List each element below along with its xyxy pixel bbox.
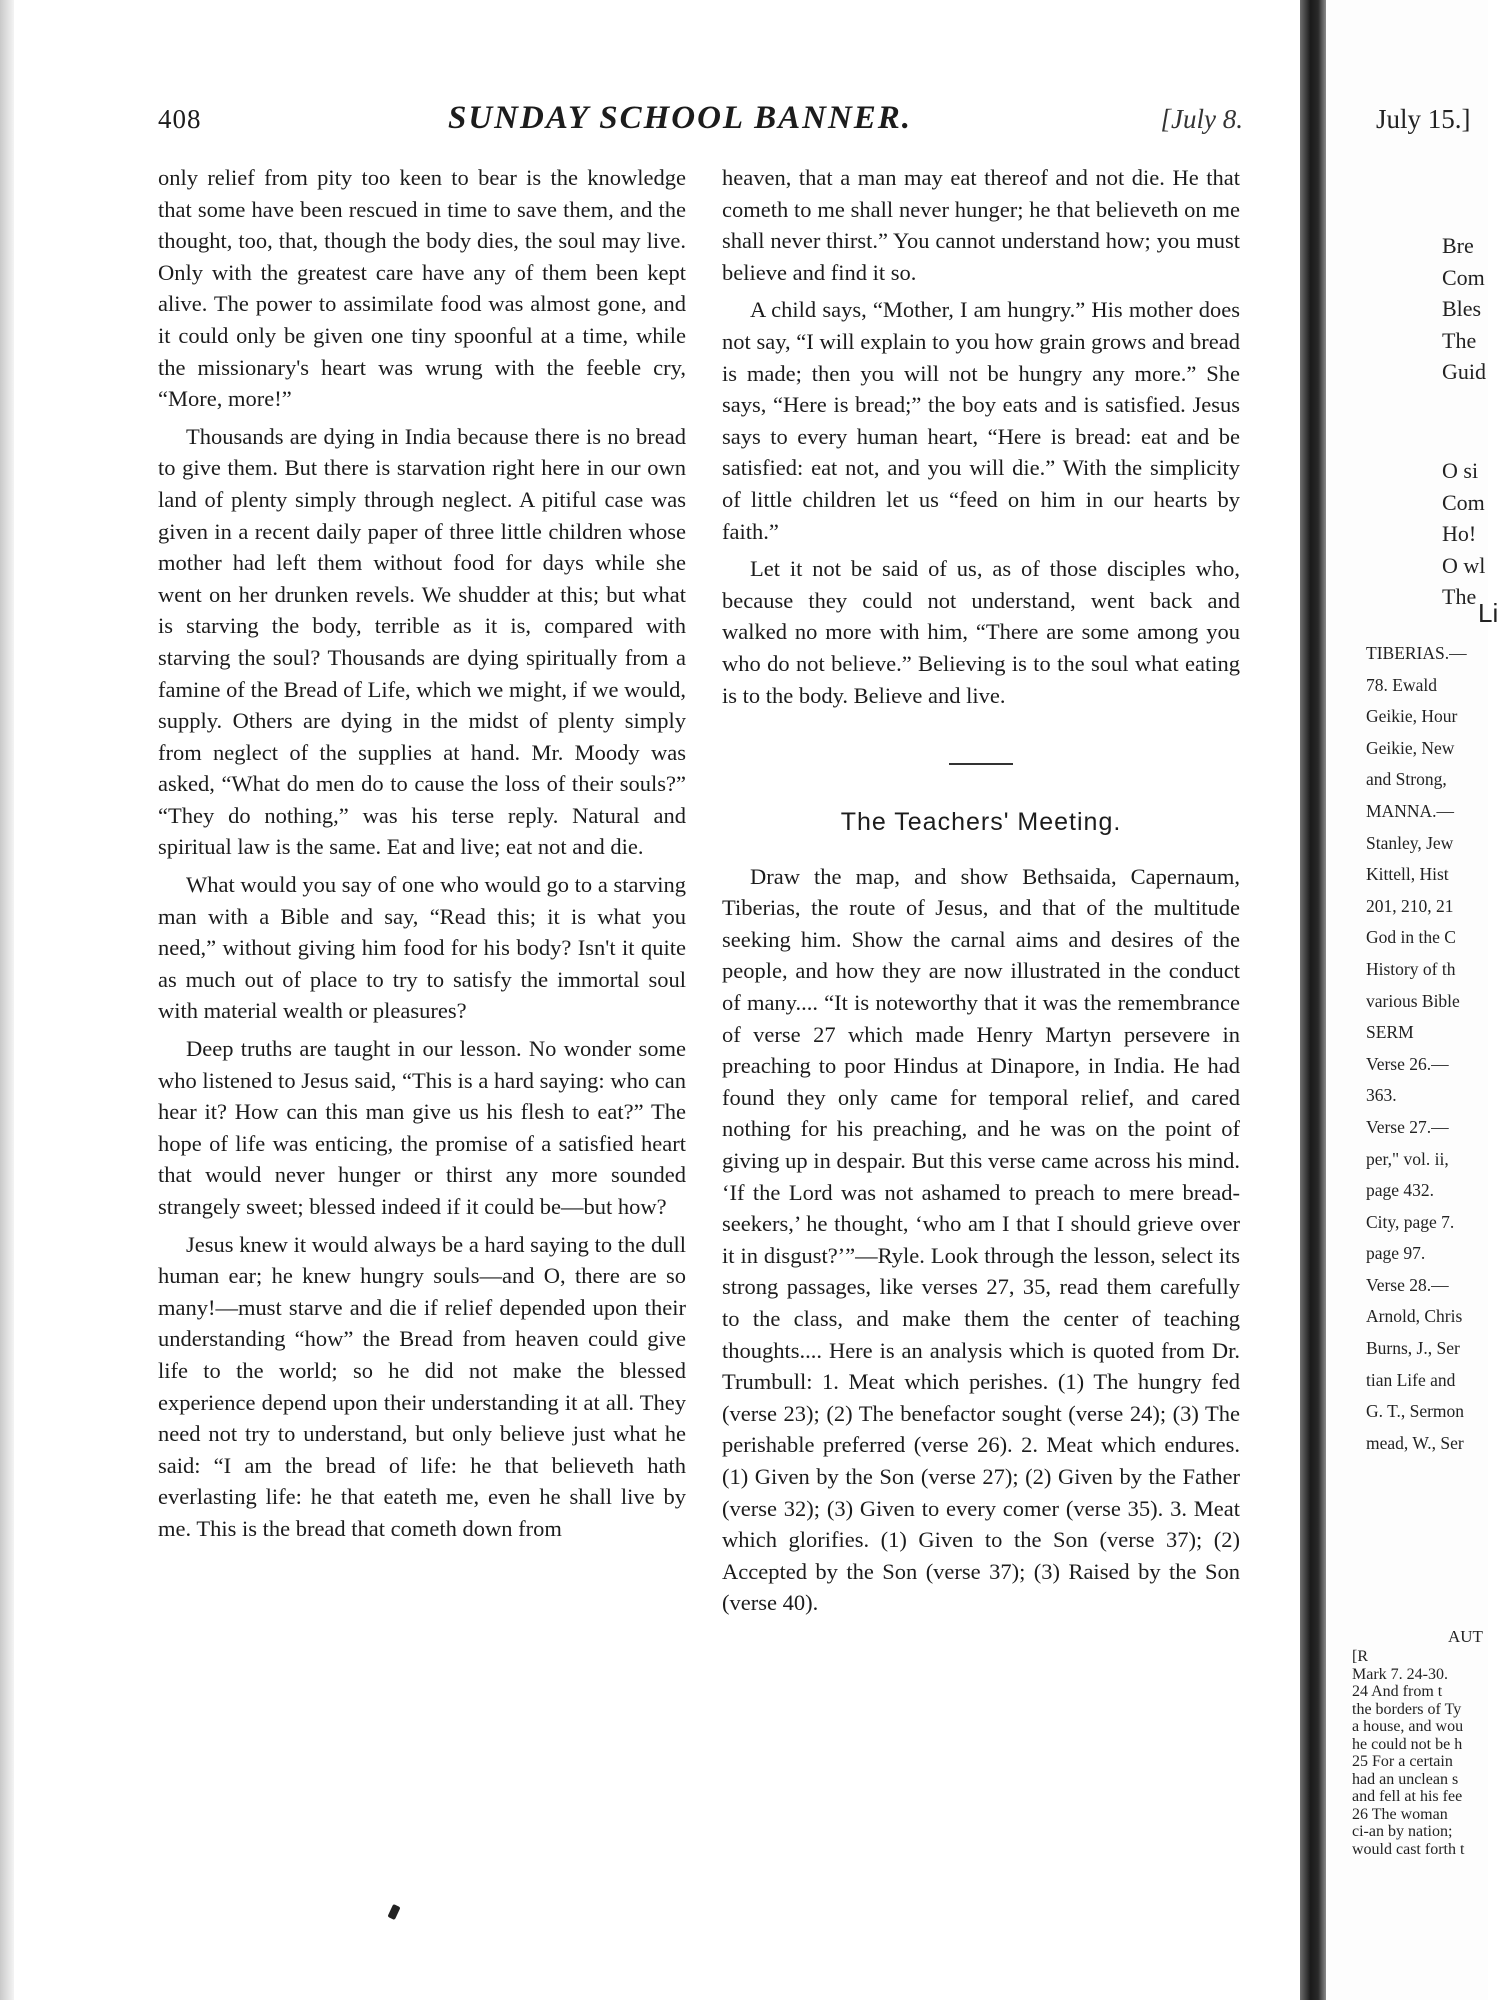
paragraph: What would you say of one who would go to a starving man with a Bible and say, “Read this; it is what you need,” without giving him food for his body? Isn't it quite as much out of place to try to satisfy the immortal soul with material wealth or pleasures? (158, 872, 686, 1024)
biblio-line: 363. (1366, 1085, 1397, 1106)
biblio-line: TIBERIAS.— (1366, 643, 1467, 663)
biblio-line: per," vol. ii, (1366, 1148, 1449, 1169)
biblio-line: Stanley, Jew (1366, 832, 1454, 853)
biblio-line: various Bible (1366, 990, 1460, 1011)
lesson-line: ci-an by nation; (1352, 1823, 1453, 1840)
biblio-line: page 432. (1366, 1180, 1435, 1201)
biblio-line: and Strong, (1366, 769, 1447, 790)
paragraph: Draw the map, and show Bethsaida, Capernaum, Tiberias, the route of Jesus, and that of the multitude seeking him. Show the carnal aims and desires of the people, and how they are now illustrated in the conduct of many.... “It is noteworthy that it was the remembrance of verse 27 which made Henry Martyn persevere in preaching to poor Hindus at Dinapore, in India. He had found they only came for temporal relief, and cared nothing for his preaching, and he was on the point of giving up in despair. But this verse came across his mind. ‘If the Lord was not ashamed to preach to mere bread-seekers,’ he thought, ‘who am I that I should grieve over it in disgust?’”—Ryle. Look through the lesson, select its strong passages, like verses 27, 35, read them carefully to the class, and make them the center of teaching thoughts.... Here is an analysis which is quoted from Dr. Trumbull: 1. Meat which perishes. (1) The hungry fed (verse 23); (2) The benefactor sought (verse 24); (3) The perishable preferred (verse 26). 2. Meat which endures. (1) Given by the Son (verse 27); (2) Given by the Father (verse 32); (3) Given to every comer (verse 35). 3. Meat which glorifies. (1) Given to the Son (verse 37); (2) Accepted by the Son (verse 37); (3) Raised by the Son (verse 40). (722, 863, 1240, 1616)
ink-mark (387, 1904, 400, 1920)
lesson-line: 24 And from t (1352, 1683, 1443, 1700)
hymn-line: The (1442, 327, 1477, 353)
lesson-fragment (1352, 1648, 1464, 1858)
bibliography-fragment (1366, 638, 1467, 1459)
book-gutter (1300, 0, 1326, 2000)
lesson-line: 25 For a certain (1352, 1753, 1453, 1770)
biblio-line: tian Life and (1366, 1369, 1456, 1390)
paragraph: Deep truths are taught in our lesson. No wonder some who listened to Jesus said, “This is a hard saying: who can hear it? How can this man give us his flesh to eat?” The hope of life was enticing, the promise of a satisfied heart that would never hunger or thirst any more sounded strangely sweet; blessed indeed if it could be—but how? (158, 1036, 686, 1219)
lesson-line: would cast forth t (1352, 1840, 1465, 1858)
biblio-line: Kittell, Hist (1366, 864, 1449, 885)
page-header (158, 100, 1243, 142)
paragraph: Thousands are dying in India because there is no bread to give them. But there is starvation right here in our own land of plenty simply through neglect. A pitiful case was given in a recent daily paper of three little children whose mother had left them without food for days while she went on her drunken revels. We shudder at this; but what is starving the body, terrible as it is, compared with starving the soul? Thousands are dying spiritually from a famine of the Bread of Life, which we might, if we would, supply. Others are dying in the midst of plenty simply from neglect of the supplies at hand. Mr. Moody was asked, “What do men do to cause the loss of their souls?” “They do nothing,” was his terse reply. Natural and spiritual law is the same. Eat and live; eat not and die. (158, 423, 686, 860)
running-head: SUNDAY SCHOOL BANNER. (448, 100, 913, 136)
biblio-line: Verse 26.— (1366, 1053, 1449, 1074)
biblio-line: 201, 210, 21 (1366, 895, 1454, 916)
hymn-line: O wl (1442, 552, 1486, 578)
biblio-line: Verse 27.— (1366, 1116, 1449, 1137)
hymn-line: Com (1442, 264, 1485, 290)
hymn-line: Ho! (1442, 521, 1477, 546)
hymn-line: Bles (1442, 296, 1482, 321)
hymn-line: Com (1442, 489, 1485, 515)
paragraph: only relief from pity too keen to bear is the knowledge that some have been rescued in time to save them, and the thought, too, that, though the body dies, the soul may live. Only with the greatest care have any of them been kept alive. The power to assimilate food was almost gone, and it could only be given one tiny spoonful at a time, while the missionary's heart was wrung with the feeble cry, “More, more!” (158, 165, 686, 412)
lesson-line: Mark 7. 24-30. (1352, 1665, 1448, 1683)
biblio-line: Burns, J., Ser (1366, 1338, 1460, 1359)
lesson-line: had an unclean s (1352, 1770, 1459, 1788)
biblio-line: Arnold, Chris (1366, 1306, 1463, 1327)
biblio-line: G. T., Sermon (1366, 1401, 1465, 1422)
running-date: [July 8. (1160, 104, 1243, 134)
hymn-fragment (1442, 455, 1485, 613)
section-divider (949, 763, 1013, 765)
hymn-line: The (1442, 584, 1477, 609)
biblio-line: God in the C (1366, 927, 1456, 948)
hymn-fragment (1442, 230, 1486, 388)
biblio-line: Verse 28.— (1366, 1274, 1449, 1295)
section-heading: The Teachers' Meeting. (840, 808, 1122, 837)
facing-page (1326, 0, 1498, 2000)
lesson-line: he could not be h (1352, 1735, 1463, 1753)
page-number: 408 (158, 104, 202, 134)
lesson-line: [R (1352, 1648, 1368, 1665)
lesson-line: 26 The woman (1352, 1805, 1448, 1823)
hymn-line: Guid (1442, 359, 1486, 384)
column-left (158, 162, 686, 1545)
hymn-line: Bre (1442, 233, 1474, 258)
lesson-line: a house, and wou (1352, 1718, 1464, 1735)
biblio-line: page 97. (1366, 1243, 1426, 1264)
lesson-line: and fell at his fee (1352, 1788, 1463, 1805)
facing-heading: Li (1478, 598, 1498, 628)
biblio-line: SERM (1366, 1022, 1414, 1043)
facing-page-date: July 15.] (1376, 104, 1471, 134)
paragraph: heaven, that a man may eat thereof and not die. He that cometh to me shall never hunger; he that believeth on me shall never thirst.” You cannot understand how; you must believe and find it so. (722, 165, 1240, 285)
biblio-line: City, page 7. (1366, 1211, 1455, 1232)
biblio-line: mead, W., Ser (1366, 1432, 1464, 1453)
biblio-line: Geikie, Hour (1366, 706, 1458, 727)
hymn-line: O si (1442, 458, 1479, 483)
paragraph: A child says, “Mother, I am hungry.” His mother does not say, “I will explain to you how grain grows and bread is made; then you will not be hungry any more.” She says, “Here is bread;” the boy eats and is satisfied. Jesus says to every human heart, “Here is bread: eat and be satisfied: eat not, and you will die.” With the simplicity of little children let us “feed on him in our hearts by faith.” (722, 297, 1240, 544)
biblio-line: Geikie, New (1366, 737, 1455, 758)
lesson-heading: AUT (1448, 1627, 1483, 1646)
biblio-line: MANNA.— (1366, 800, 1454, 821)
biblio-line: 78. Ewald (1366, 674, 1437, 695)
column-right (722, 162, 1240, 1619)
lesson-line: the borders of Ty (1352, 1700, 1462, 1718)
paragraph: Jesus knew it would always be a hard saying to the dull human ear; he knew hungry souls—and O, there are so many!—must starve and die if relief depended upon their understanding “how” the Bread from heaven could give life to the world; so he did not make the blessed experience depend upon their understanding it at all. They need not try to understand, but only believe just what he said: “I am the bread of life: he that believeth hath everlasting life: he that eateth me, even he shall live by me. This is the bread that cometh down from (158, 1231, 686, 1541)
biblio-line: History of th (1366, 958, 1456, 979)
paragraph: Let it not be said of us, as of those disciples who, because they could not understand, went back and walked no more with him, “There are some among you who do not believe.” Believing is to the soul what eating is to the body. Believe and live. (722, 556, 1240, 708)
